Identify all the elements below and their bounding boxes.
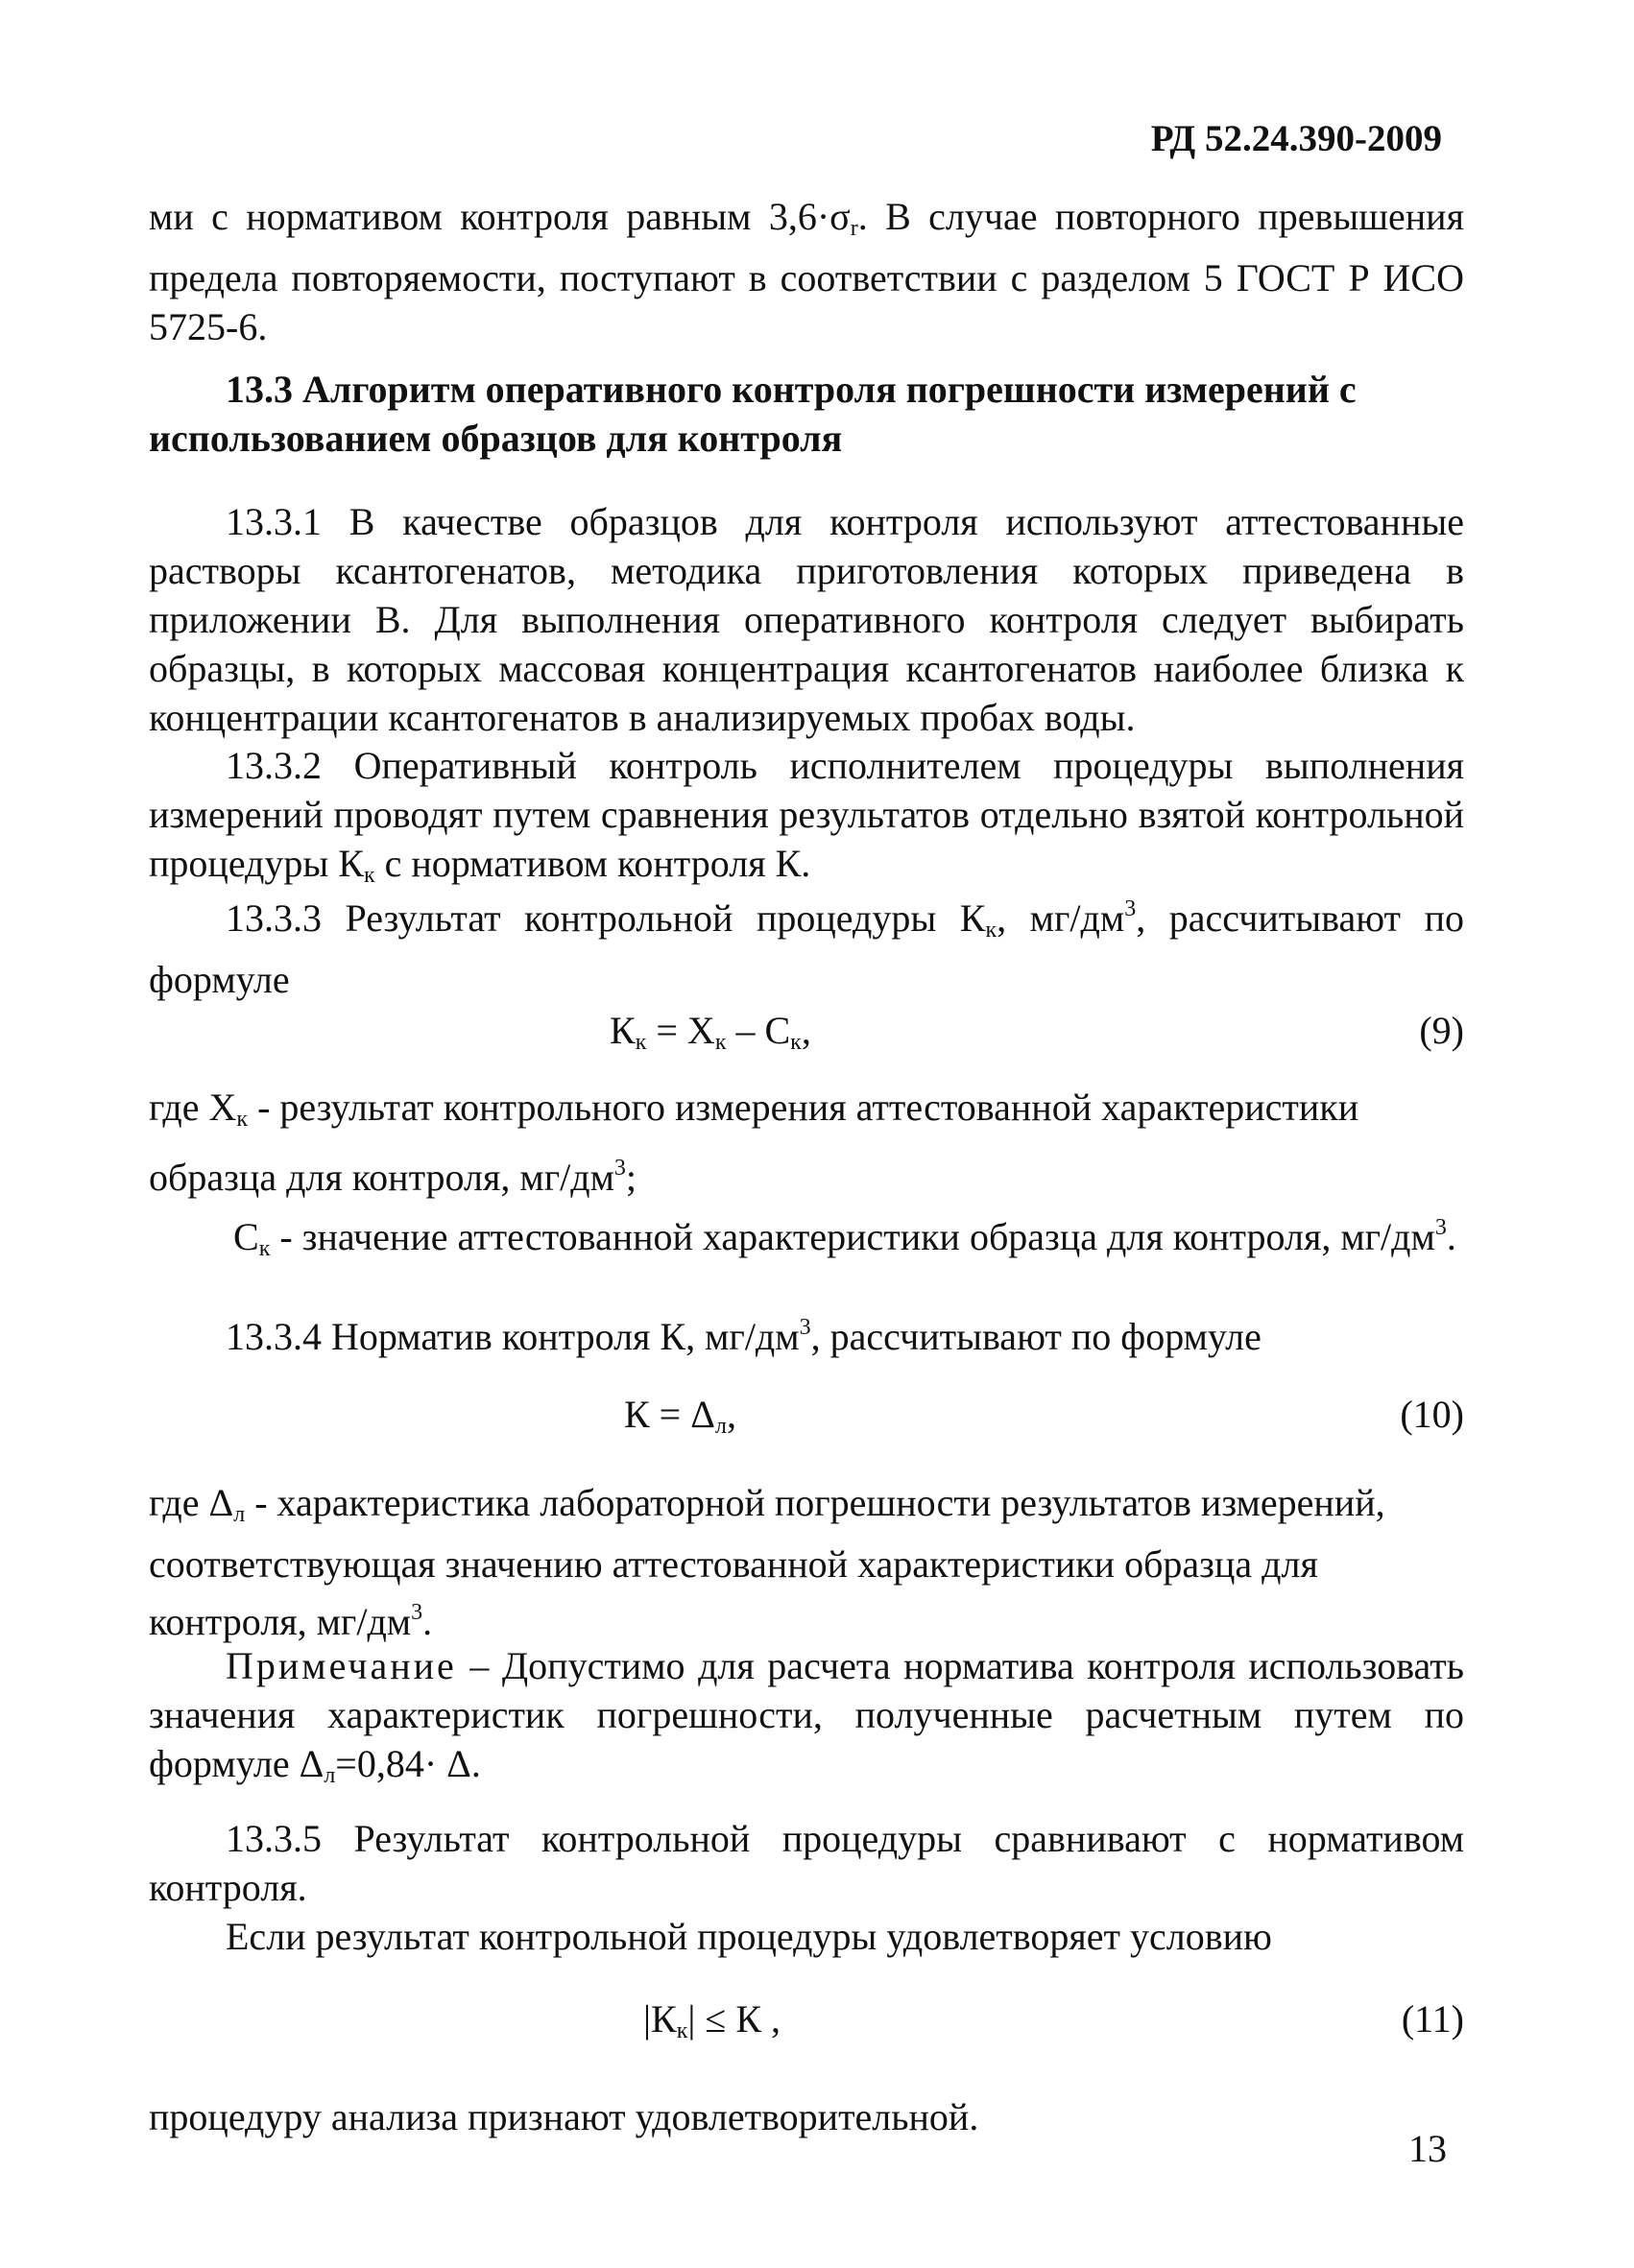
note-label: Примечание (226, 1644, 457, 1687)
formula-9-legend (149, 1083, 1464, 1274)
formula-11-expression: $|К_к| \le К$ , (643, 1997, 781, 2043)
legend-item-delta-l: где $\Delta_л$ - характеристика лабораторной погрешности результатов измерений, соответствующая значению аттестованной характеристики образца для контроля, $мг/дм^3$. (149, 1481, 1385, 1643)
formula-9-number: (9) (1419, 1009, 1464, 1052)
legend-item-xk: где $Х_к$ - результат контрольного измерения аттестованной характеристики образца для контроля, $мг/дм^3$; (149, 1086, 1359, 1199)
page-number: 13 (1408, 2127, 1447, 2170)
legend-item-ck: $С_к$ - значение аттестованной характеристики образца для контроля, $мг/дм^3$. (233, 1215, 1456, 1261)
formula-10-legend (149, 1478, 1464, 1646)
formula-9-expression: $К_к = Х_к - С_к$, (610, 1009, 811, 1055)
paragraph-13-3-3: 13.3.3 Результат контрольной процедуры $К_к$, $мг/дм^3$, рассчитывают по формуле (149, 896, 1464, 1001)
section-heading: 13.3 Алгоритм оперативного контроля погрешности измерений с использованием образцов для контроля (149, 368, 1357, 460)
formula-10-number: (10) (1400, 1393, 1464, 1436)
formula-9 (149, 1008, 1464, 1058)
formula-10 (149, 1392, 1464, 1442)
intro-paragraph: ми с нормативом контроля равным $3,6\cdot\sigma_r$. В случае повторного превышения предела повторяемости, поступают в соответствии с разделом 5 ГОСТ Р ИСО 5725-6. (149, 195, 1464, 348)
formula-10-expression: $К = \Delta_л$, (624, 1393, 736, 1439)
formula-11-number: (11) (1401, 1997, 1464, 2041)
paragraph-13-3-2: 13.3.2 Оперативный контроль исполнителем процедуры выполнения измерений проводят путем сравнения результатов отдельно взятой контрольной процедуры $К_к$ с нормативом контроля К. (149, 744, 1464, 888)
formula-11 (149, 1996, 1464, 2046)
condition-paragraph: Если результат контрольной процедуры удовлетворяет условию (226, 1915, 1272, 1958)
final-paragraph: процедуру анализа признают удовлетворительной. (149, 2095, 979, 2138)
paragraph-13-3-1: 13.3.1 В качестве образцов для контроля используют аттестованные растворы ксантогенатов, методика приготовления которых приведена в приложении В. Для выполнения оперативного контроля следует выбирать образцы, в которых массовая концентрация ксантогенатов наиболее близка к концентрации ксантогенатов в анализируемых пробах воды. (149, 500, 1464, 739)
document-code: РД 52.24.390-2009 (1150, 118, 1442, 159)
note-paragraph: Примечание – Допустимо для расчета норматива контроля использовать значения характеристик погрешности, полученные расчетным путем по формуле $\Delta_л=0,84\cdot \Delta$. (149, 1644, 1464, 1788)
paragraph-13-3-5: 13.3.5 Результат контрольной процедуры сравнивают с нормативом контроля. (149, 1817, 1464, 1909)
paragraph-13-3-4: 13.3.4 Норматив контроля К, $мг/дм^3$, рассчитывают по формуле (226, 1315, 1262, 1358)
